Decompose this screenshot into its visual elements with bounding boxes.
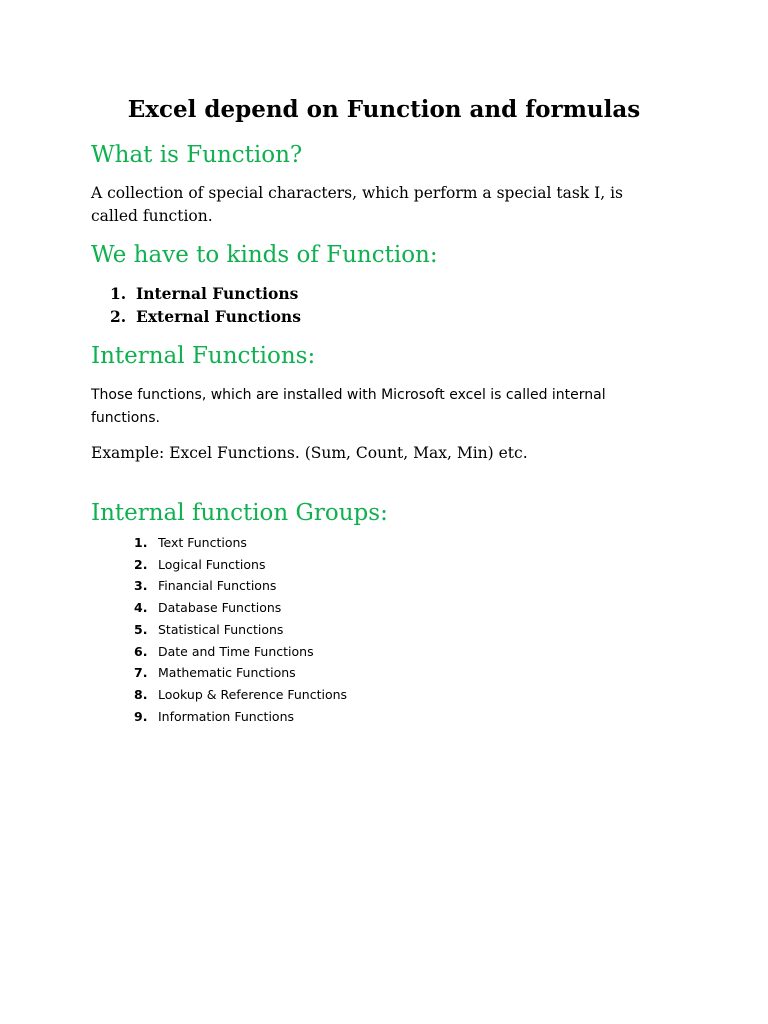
list-number: 6. — [134, 643, 148, 659]
list-item — [134, 554, 347, 576]
internal-functions-example: Example: Excel Functions. (Sum, Count, Max, Min) etc. — [91, 444, 528, 462]
list-number: 3. — [134, 578, 148, 594]
kinds-list — [110, 282, 301, 328]
list-label: Mathematic Functions — [158, 665, 296, 681]
list-label: Information Functions — [158, 708, 295, 724]
list-item — [134, 706, 347, 728]
list-item — [110, 305, 301, 328]
heading-internal-functions: Internal Functions: — [91, 343, 316, 369]
list-number: 7. — [134, 665, 148, 681]
list-label: Database Functions — [158, 600, 282, 616]
list-number: 1. — [110, 284, 127, 303]
list-number: 2. — [110, 307, 127, 326]
list-item — [110, 282, 301, 305]
list-number: 1. — [134, 535, 148, 550]
list-number: 9. — [134, 708, 148, 724]
internal-functions-definition: Those functions, which are installed with Microsoft excel is called internal functions. — [91, 387, 606, 426]
list-label: Logical Functions — [158, 556, 266, 572]
list-label: Financial Functions — [158, 578, 277, 594]
list-label: Internal Functions — [136, 284, 299, 303]
list-number: 2. — [134, 556, 148, 572]
list-item — [134, 575, 347, 597]
heading-kinds-of-function: We have to kinds of Function: — [91, 242, 438, 268]
list-label: Text Functions — [158, 535, 247, 550]
list-number: 4. — [134, 600, 148, 616]
heading-internal-function-groups: Internal function Groups: — [91, 500, 388, 526]
list-label: Date and Time Functions — [158, 643, 314, 659]
heading-what-is-function: What is Function? — [91, 142, 303, 168]
page-title: Excel depend on Function and formulas — [127, 96, 641, 123]
list-item — [134, 619, 347, 641]
list-item — [134, 662, 347, 684]
list-number: 5. — [134, 621, 148, 637]
list-label: Statistical Functions — [158, 621, 284, 637]
list-item — [134, 597, 347, 619]
list-number: 8. — [134, 686, 148, 702]
list-label: External Functions — [136, 307, 301, 326]
groups-list — [134, 532, 347, 727]
list-item — [134, 641, 347, 663]
list-item — [134, 684, 347, 706]
list-item — [134, 532, 347, 554]
function-definition: A collection of special characters, which perform a special task I, is called function. — [91, 184, 624, 225]
list-label: Lookup & Reference Functions — [158, 686, 348, 702]
